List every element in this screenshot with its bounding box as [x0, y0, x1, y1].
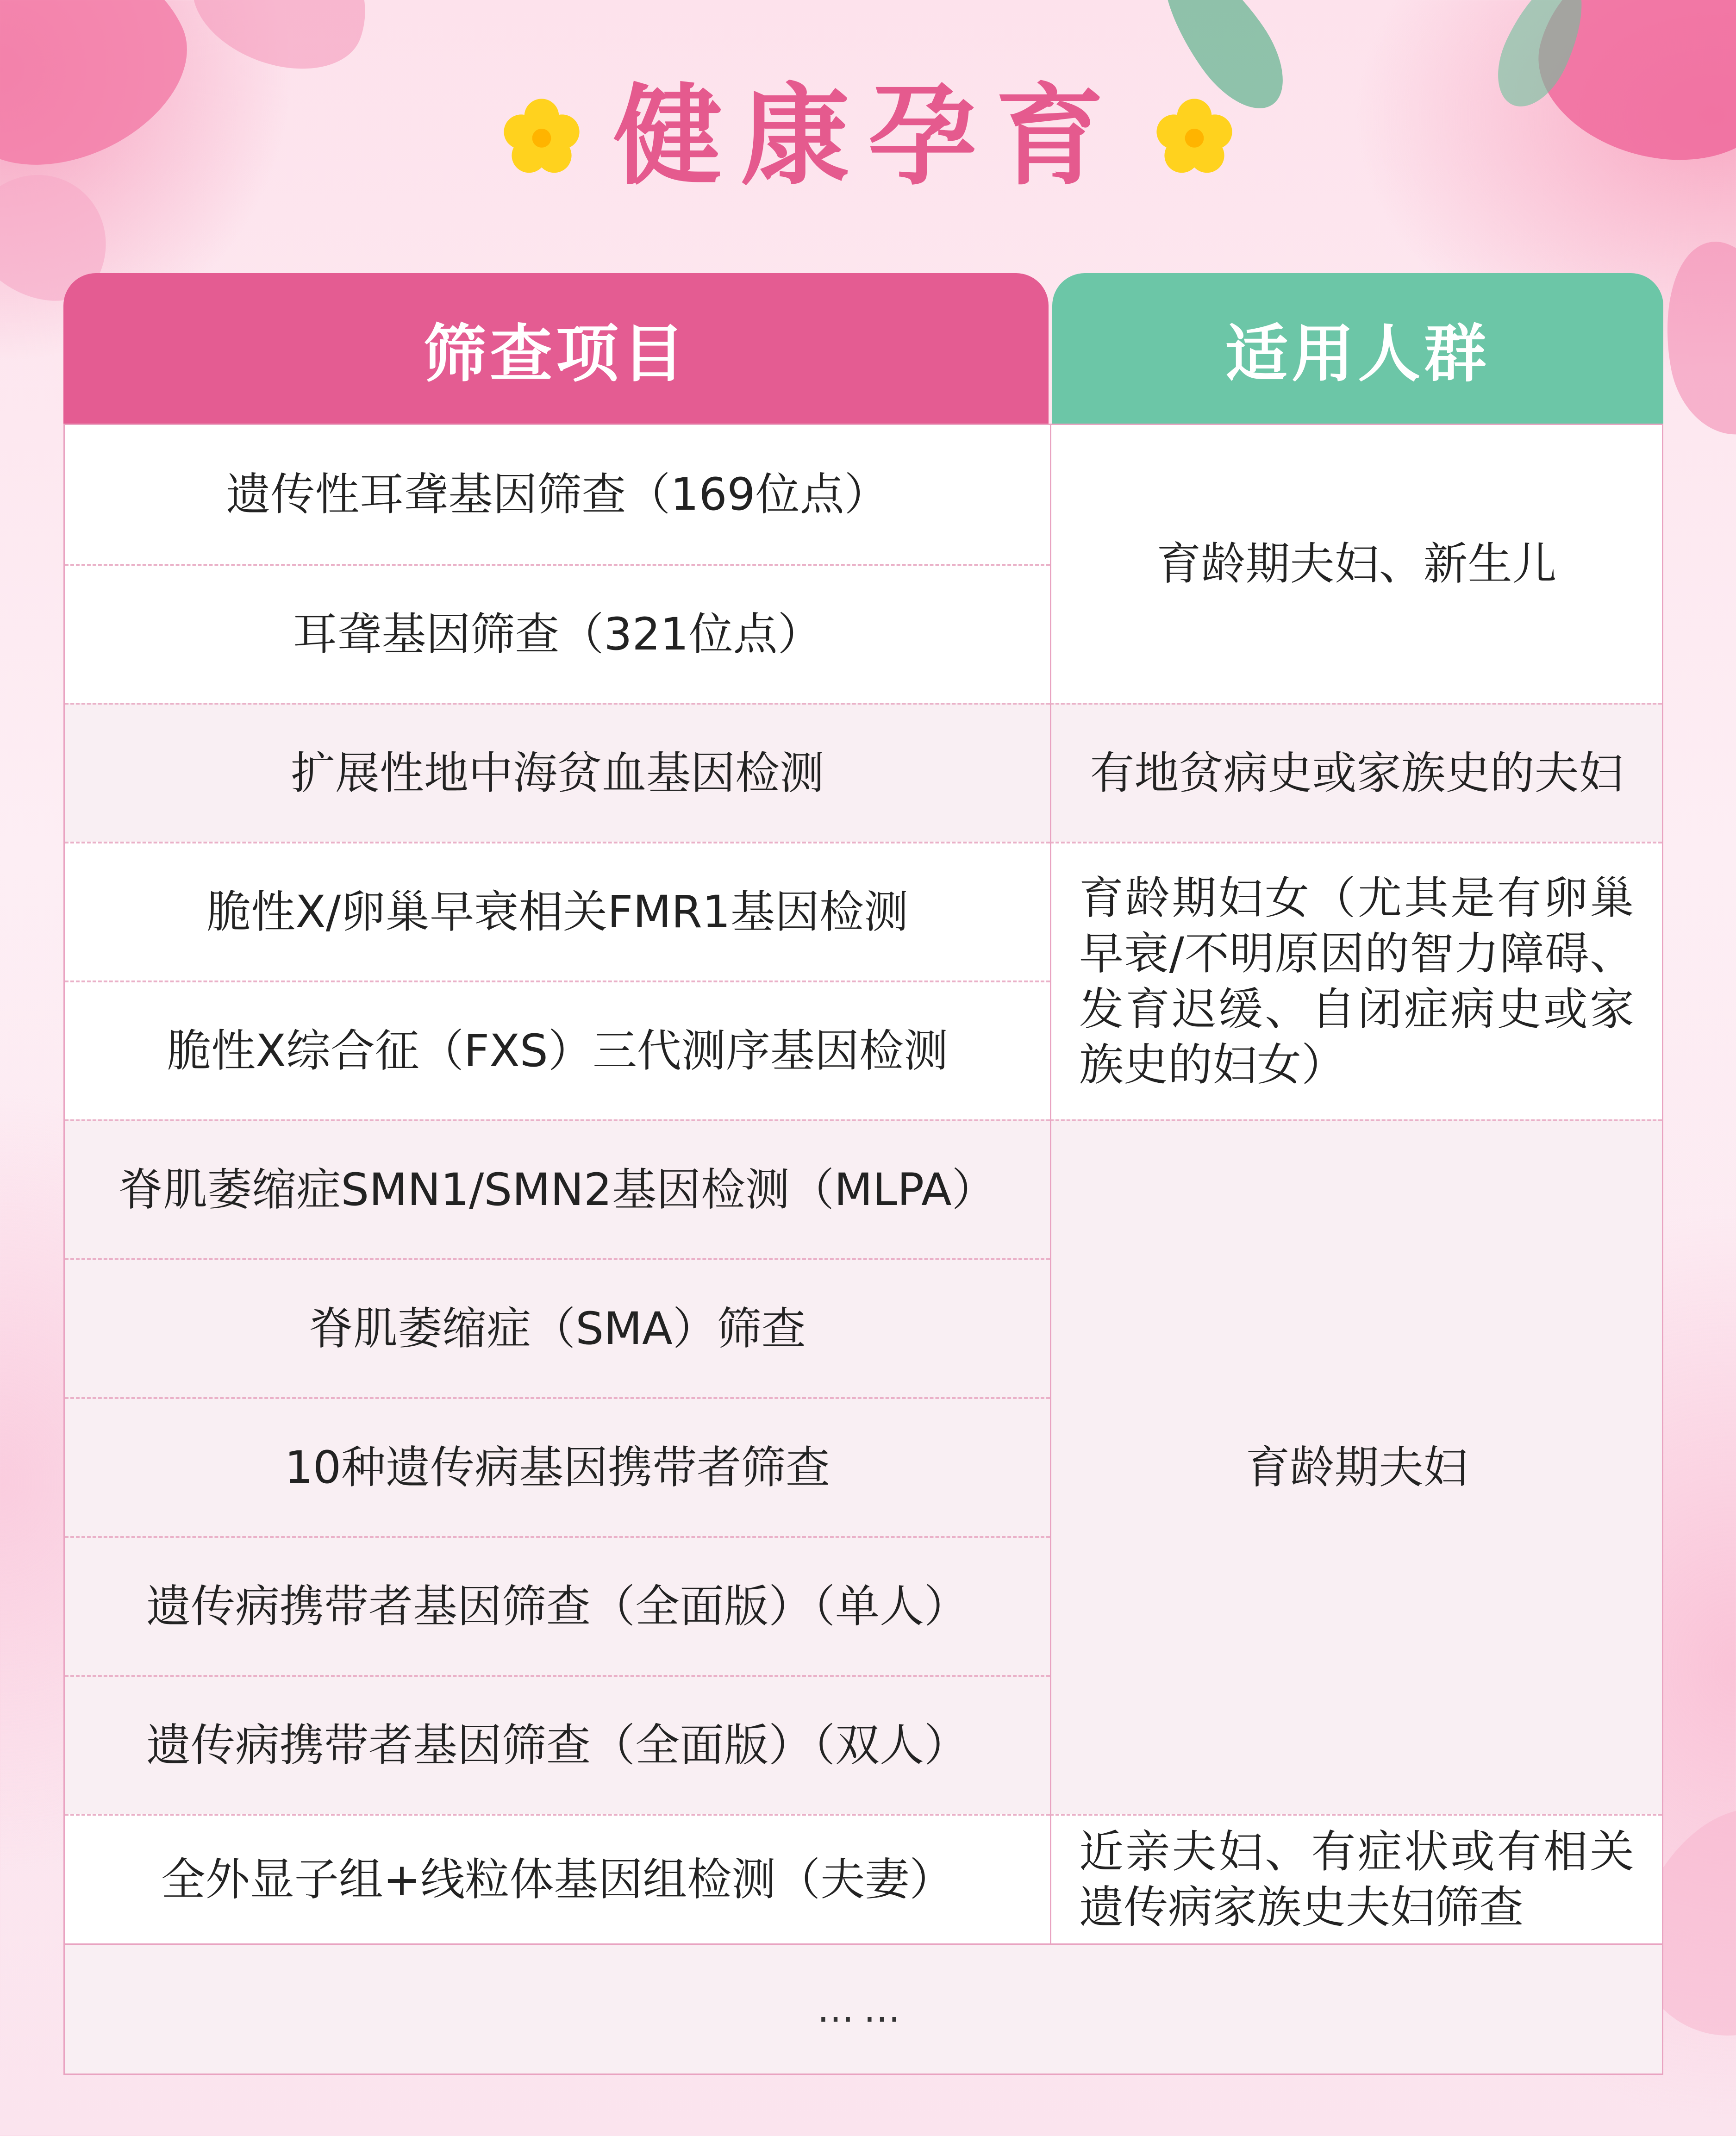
table-cell-item: 脊肌萎缩症（SMA）筛查	[65, 1258, 1050, 1397]
table-body	[63, 424, 1663, 2075]
page-title: 健康孕育	[613, 73, 1123, 200]
table-cell-item: 脆性X综合征（FXS）三代测序基因检测	[65, 981, 1050, 1119]
flower-icon	[1155, 97, 1234, 176]
table-cell-item: 遗传病携带者基因筛查（全面版）（双人）	[65, 1675, 1050, 1814]
table-cell-item: 遗传性耳聋基因筛查（169位点）	[226, 468, 889, 520]
flower-icon	[502, 97, 581, 176]
table-cell-item: 10种遗传病基因携带者筛查	[65, 1397, 1050, 1536]
decorative-petal	[1651, 232, 1736, 444]
column-header-groups: 适用人群	[1052, 273, 1663, 424]
table-cell-item: 脆性X/卵巢早衰相关FMR1基因检测	[65, 842, 1050, 981]
table-cell-group: 育龄期妇女（尤其是有卵巢早衰/不明原因的智力障碍、发育迟缓、自闭症病史或家族史的妇女）	[1050, 842, 1662, 1119]
table-cell-group: 有地贫病史或家族史的夫妇	[1050, 703, 1662, 842]
table-cell-item: 全外显子组+线粒体基因组检测（夫妻）	[65, 1814, 1050, 1943]
table-cell-item: 耳聋基因筛查（321位点）	[65, 564, 1050, 703]
table-cell-item: 遗传病携带者基因筛查（全面版）（单人）	[65, 1536, 1050, 1675]
table-cell-group: 育龄期夫妇、新生儿	[1050, 425, 1662, 703]
table-cell-group: 近亲夫妇、有症状或有相关遗传病家族史夫妇筛查	[1050, 1814, 1662, 1943]
table-cell-item: 脊肌萎缩症SMN1/SMN2基因检测（MLPA）	[65, 1119, 1050, 1258]
screening-table	[63, 273, 1663, 2075]
page-header	[0, 69, 1736, 204]
table-cell-item: 扩展性地中海贫血基因检测	[65, 703, 1050, 842]
more-indicator: ……	[65, 1943, 1662, 2074]
table-cell-group: 育龄期夫妇	[1050, 1119, 1662, 1814]
column-header-items: 筛查项目	[63, 273, 1049, 424]
